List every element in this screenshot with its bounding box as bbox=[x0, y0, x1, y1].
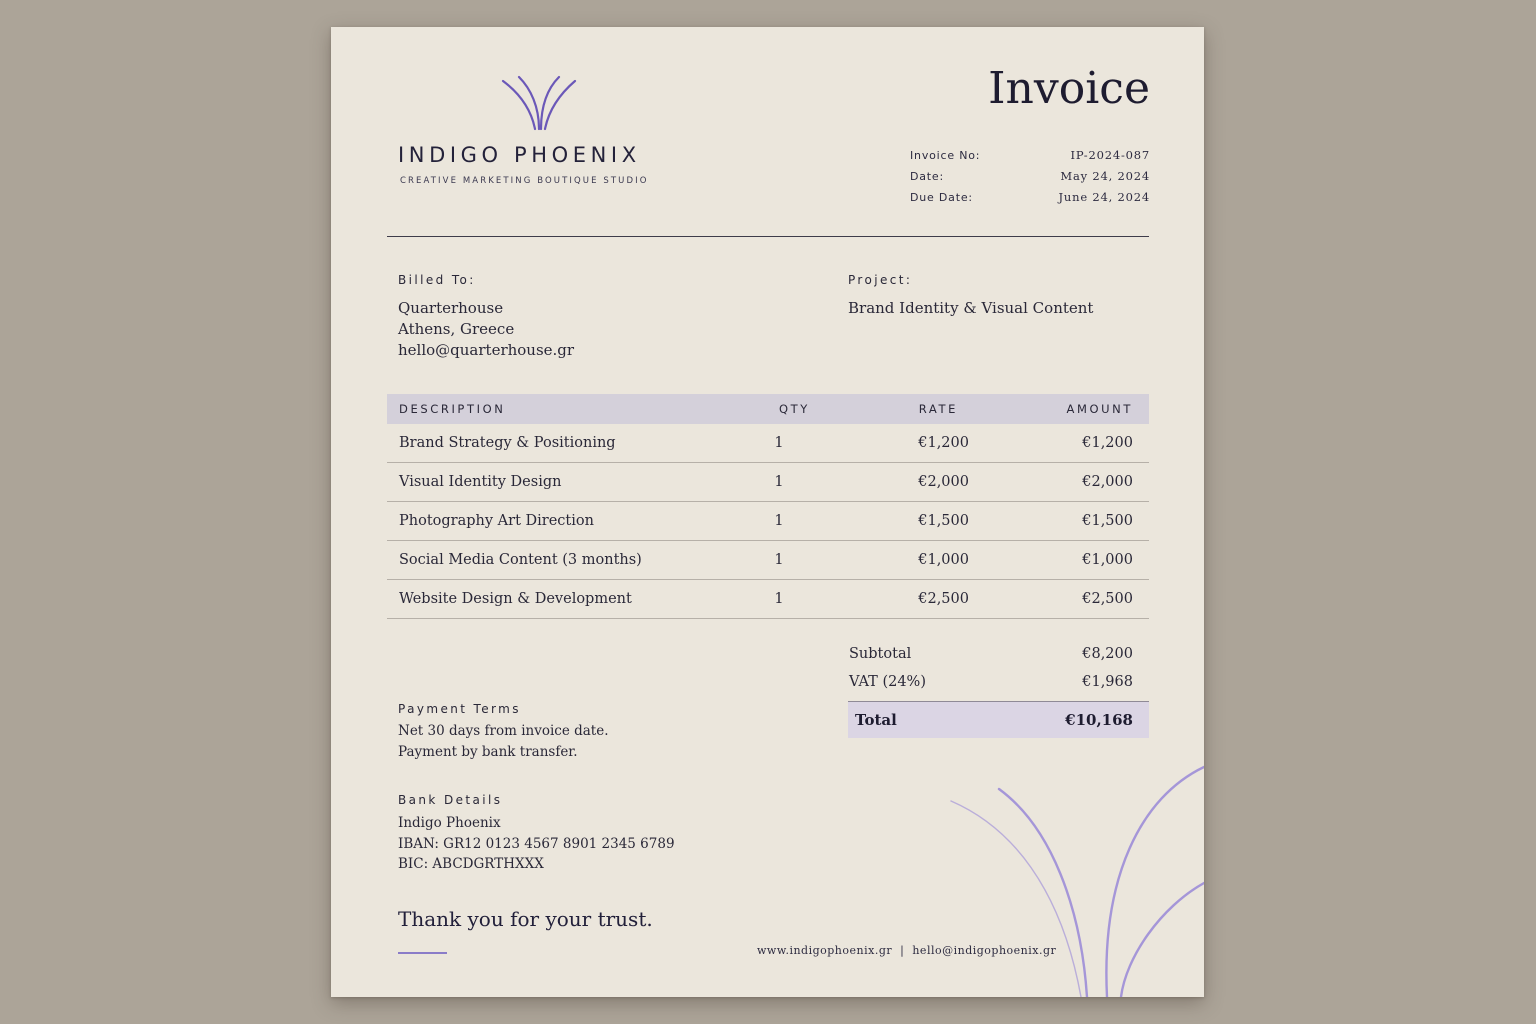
table-row bbox=[387, 463, 1149, 502]
row-description: Brand Strategy & Positioning bbox=[399, 435, 616, 451]
header-rate: RATE bbox=[918, 402, 958, 416]
footer-website-link[interactable]: www.indigophoenix.gr bbox=[757, 944, 893, 957]
row-amount: €2,000 bbox=[1082, 474, 1133, 490]
client-name: Quarterhouse bbox=[398, 299, 504, 317]
row-description: Social Media Content (3 months) bbox=[399, 552, 642, 568]
brand-name: INDIGO PHOENIX bbox=[398, 143, 641, 167]
meta-value: IP-2024-087 bbox=[1070, 148, 1150, 162]
totals-block bbox=[848, 640, 1149, 738]
total-row bbox=[848, 702, 1149, 738]
row-description: Photography Art Direction bbox=[399, 513, 594, 529]
row-rate: €2,000 bbox=[918, 474, 969, 490]
vat-row bbox=[848, 668, 1149, 696]
meta-row-date bbox=[910, 166, 1150, 187]
footer-separator: | bbox=[900, 944, 905, 957]
client-email: hello@quarterhouse.gr bbox=[398, 341, 575, 359]
subtotal-row bbox=[848, 640, 1149, 668]
invoice-page bbox=[331, 27, 1204, 997]
payment-terms-line: Net 30 days from invoice date. bbox=[398, 723, 609, 739]
brand-tagline: CREATIVE MARKETING BOUTIQUE STUDIO bbox=[400, 176, 649, 186]
footer-contact bbox=[757, 944, 1056, 957]
header-description: DESCRIPTION bbox=[399, 402, 506, 416]
header-qty: QTY bbox=[779, 402, 810, 416]
row-qty: 1 bbox=[774, 552, 784, 568]
vat-value: €1,968 bbox=[1082, 674, 1133, 690]
row-rate: €1,500 bbox=[918, 513, 969, 529]
decorative-feather-icon bbox=[931, 757, 1204, 997]
payment-terms-line: Payment by bank transfer. bbox=[398, 744, 578, 760]
table-row bbox=[387, 424, 1149, 463]
billed-to-block bbox=[398, 298, 574, 361]
table-row bbox=[387, 580, 1149, 619]
total-value: €10,168 bbox=[1065, 711, 1133, 729]
meta-label: Invoice No: bbox=[910, 149, 981, 162]
row-amount: €1,500 bbox=[1082, 513, 1133, 529]
footer-email-link[interactable]: hello@indigophoenix.gr bbox=[912, 944, 1057, 957]
invoice-meta bbox=[910, 145, 1150, 208]
row-amount: €1,200 bbox=[1082, 435, 1133, 451]
header-amount: AMOUNT bbox=[1066, 402, 1133, 416]
billed-to-label: Billed To: bbox=[398, 273, 476, 287]
project-value: Brand Identity & Visual Content bbox=[848, 299, 1094, 317]
closing-message: Thank you for your trust. bbox=[398, 907, 653, 931]
row-amount: €2,500 bbox=[1082, 591, 1133, 607]
project-label: Project: bbox=[848, 273, 913, 287]
meta-value: June 24, 2024 bbox=[1058, 190, 1150, 204]
meta-value: May 24, 2024 bbox=[1060, 169, 1150, 183]
row-qty: 1 bbox=[774, 435, 784, 451]
bank-details-block bbox=[398, 813, 675, 875]
payment-terms-block bbox=[398, 721, 609, 763]
row-description: Website Design & Development bbox=[399, 591, 632, 607]
row-description: Visual Identity Design bbox=[399, 474, 562, 490]
bank-account-name: Indigo Phoenix bbox=[398, 815, 501, 831]
line-items-table bbox=[387, 394, 1149, 619]
meta-label: Date: bbox=[910, 170, 944, 183]
total-label: Total bbox=[855, 711, 897, 729]
subtotal-label: Subtotal bbox=[849, 646, 912, 662]
bank-iban: IBAN: GR12 0123 4567 8901 2345 6789 bbox=[398, 835, 675, 852]
meta-row-invoice-no bbox=[910, 145, 1150, 166]
table-row bbox=[387, 502, 1149, 541]
row-qty: 1 bbox=[774, 513, 784, 529]
accent-underline bbox=[398, 952, 447, 954]
row-amount: €1,000 bbox=[1082, 552, 1133, 568]
bank-bic: BIC: ABCDGRTHXXX bbox=[398, 856, 544, 872]
phoenix-logo-icon bbox=[501, 75, 581, 131]
row-qty: 1 bbox=[774, 474, 784, 490]
bank-details-label: Bank Details bbox=[398, 793, 503, 807]
client-location: Athens, Greece bbox=[398, 320, 515, 338]
invoice-title: Invoice bbox=[988, 63, 1150, 114]
table-row bbox=[387, 541, 1149, 580]
payment-terms-label: Payment Terms bbox=[398, 702, 521, 716]
row-qty: 1 bbox=[774, 591, 784, 607]
subtotal-value: €8,200 bbox=[1082, 646, 1133, 662]
row-rate: €1,200 bbox=[918, 435, 969, 451]
vat-label: VAT (24%) bbox=[849, 674, 926, 690]
meta-label: Due Date: bbox=[910, 191, 973, 204]
row-rate: €2,500 bbox=[918, 591, 969, 607]
header-divider bbox=[387, 236, 1149, 237]
meta-row-due-date bbox=[910, 187, 1150, 208]
table-header bbox=[387, 394, 1149, 424]
row-rate: €1,000 bbox=[918, 552, 969, 568]
